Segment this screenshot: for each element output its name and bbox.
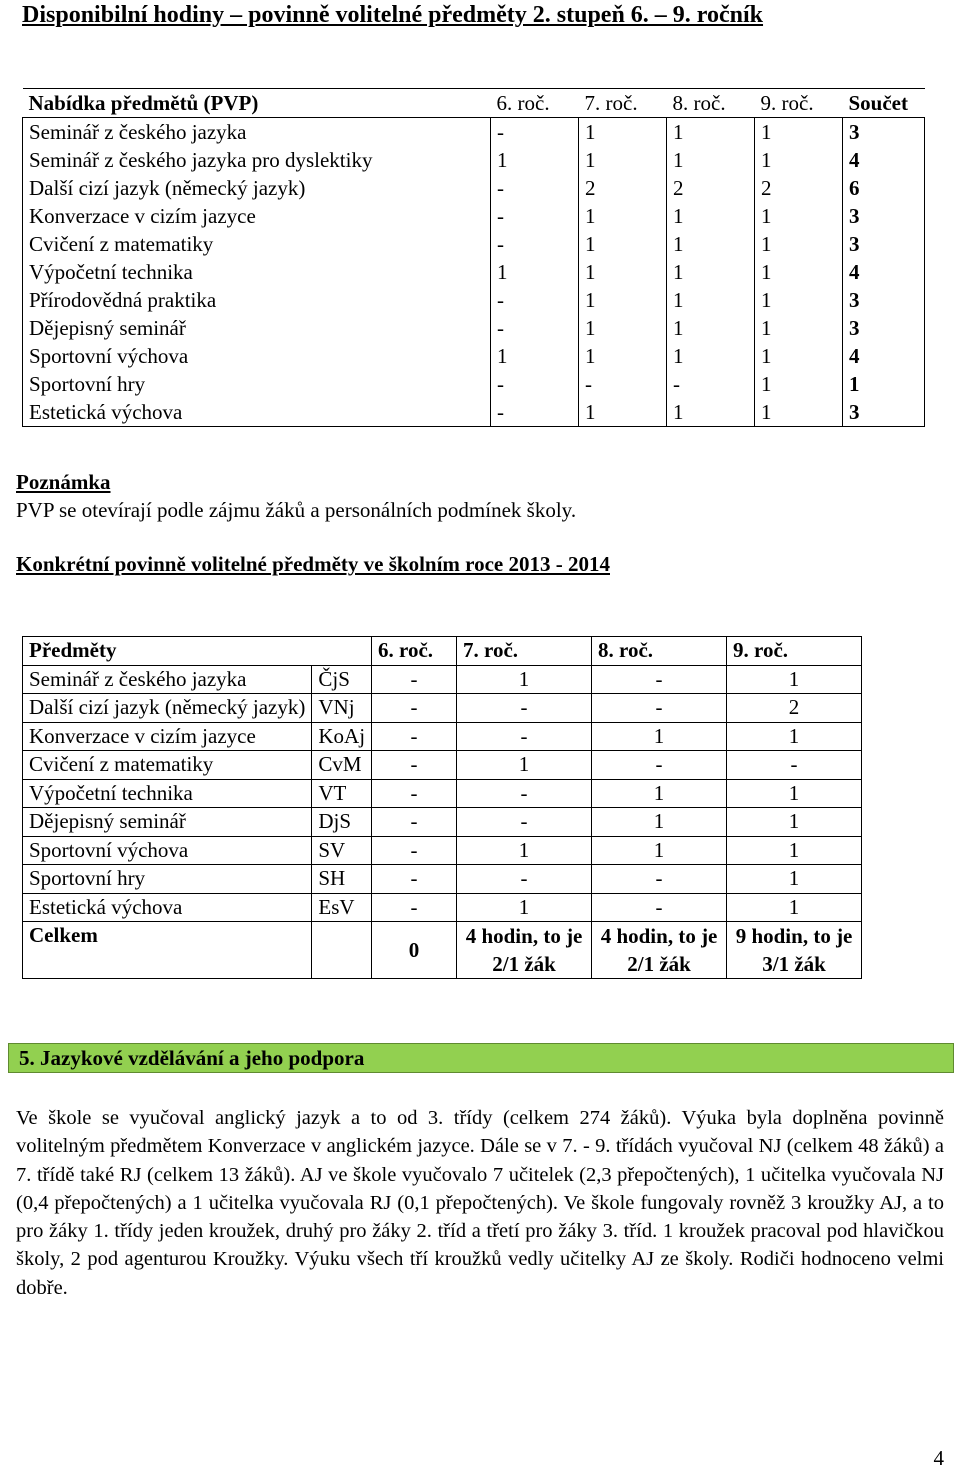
concrete-cell-7: - [457, 779, 592, 808]
offer-cell-8: 1 [667, 118, 755, 147]
concrete-cell-abbr: DjS [312, 808, 372, 837]
offer-table-row [23, 314, 925, 342]
section-title: 5. Jazykové vzdělávání a jeho podpora [19, 1046, 365, 1070]
offer-cell-7: 1 [579, 118, 667, 147]
offer-cell-7: 1 [579, 258, 667, 286]
offer-table-row [23, 202, 925, 230]
concrete-cell-6: - [372, 808, 457, 837]
offer-cell-name: Sportovní výchova [23, 342, 491, 370]
offer-cell-7: 1 [579, 230, 667, 258]
offer-cell-8: 1 [667, 286, 755, 314]
offer-cell-8: 1 [667, 342, 755, 370]
concrete-table [22, 636, 862, 979]
offer-cell-sum: 3 [843, 314, 925, 342]
offer-cell-sum: 1 [843, 370, 925, 398]
offer-cell-8: 1 [667, 258, 755, 286]
concrete-cell-6: - [372, 665, 457, 694]
offer-header-7: 7. roč. [579, 89, 667, 118]
concrete-cell-abbr: KoAj [312, 722, 372, 751]
offer-cell-sum: 4 [843, 258, 925, 286]
offer-cell-name: Seminář z českého jazyka [23, 118, 491, 147]
concrete-table-row [23, 893, 862, 922]
concrete-cell-name: Cvičení z matematiky [23, 751, 312, 780]
offer-cell-name: Seminář z českého jazyka pro dyslektiky [23, 146, 491, 174]
offer-cell-sum: 3 [843, 230, 925, 258]
offer-cell-7: 1 [579, 314, 667, 342]
offer-cell-7: 1 [579, 398, 667, 427]
concrete-header-title: Předměty [23, 637, 372, 666]
page-heading: Disponibilní hodiny – povinně volitelné předměty 2. stupeň 6. – 9. ročník [22, 2, 764, 28]
concrete-cell-abbr: SV [312, 836, 372, 865]
offer-table-row [23, 230, 925, 258]
offer-cell-name: Přírodovědná praktika [23, 286, 491, 314]
offer-cell-9: 1 [755, 314, 843, 342]
concrete-table-row [23, 694, 862, 723]
offer-table-row [23, 258, 925, 286]
concrete-cell-6: - [372, 779, 457, 808]
concrete-cell-name: Sportovní hry [23, 865, 312, 894]
offer-cell-6: - [491, 314, 579, 342]
concrete-cell-9: - [727, 751, 862, 780]
concrete-cell-8: 1 [592, 808, 727, 837]
offer-header-sum: Součet [843, 89, 925, 118]
concrete-table-header [23, 637, 862, 666]
offer-cell-sum: 3 [843, 118, 925, 147]
concrete-table-row [23, 722, 862, 751]
total-6: 0 [372, 922, 457, 979]
concrete-heading: Konkrétní povinně volitelné předměty ve školním roce 2013 - 2014 [16, 552, 610, 576]
offer-cell-6: 1 [491, 146, 579, 174]
offer-cell-6: 1 [491, 258, 579, 286]
offer-cell-name: Cvičení z matematiky [23, 230, 491, 258]
offer-header-8: 8. roč. [667, 89, 755, 118]
offer-cell-name: Další cizí jazyk (německý jazyk) [23, 174, 491, 202]
concrete-cell-6: - [372, 694, 457, 723]
offer-cell-7: 1 [579, 202, 667, 230]
offer-cell-name: Dějepisný seminář [23, 314, 491, 342]
offer-cell-9: 1 [755, 398, 843, 427]
concrete-table-row [23, 751, 862, 780]
concrete-cell-9: 2 [727, 694, 862, 723]
offer-cell-8: 1 [667, 146, 755, 174]
offer-cell-8: 2 [667, 174, 755, 202]
offer-cell-6: - [491, 202, 579, 230]
concrete-cell-name: Další cizí jazyk (německý jazyk) [23, 694, 312, 723]
concrete-cell-name: Seminář z českého jazyka [23, 665, 312, 694]
concrete-cell-abbr: ČjS [312, 665, 372, 694]
offer-table-row [23, 370, 925, 398]
offer-header-9: 9. roč. [755, 89, 843, 118]
concrete-header-7: 7. roč. [457, 637, 592, 666]
concrete-cell-8: - [592, 865, 727, 894]
offer-table-row [23, 174, 925, 202]
concrete-cell-7: - [457, 694, 592, 723]
concrete-cell-6: - [372, 722, 457, 751]
offer-cell-sum: 3 [843, 286, 925, 314]
note-text: PVP se otevírají podle zájmu žáků a personálních podmínek školy. [16, 498, 577, 522]
concrete-cell-name: Konverzace v cizím jazyce [23, 722, 312, 751]
concrete-cell-7: - [457, 722, 592, 751]
concrete-cell-name: Dějepisný seminář [23, 808, 312, 837]
offer-cell-7: 1 [579, 342, 667, 370]
offer-cell-7: 1 [579, 146, 667, 174]
concrete-cell-7: 1 [457, 751, 592, 780]
concrete-cell-9: 1 [727, 836, 862, 865]
concrete-cell-abbr: VT [312, 779, 372, 808]
offer-header-title: Nabídka předmětů (PVP) [23, 89, 491, 118]
offer-cell-name: Sportovní hry [23, 370, 491, 398]
concrete-cell-name: Estetická výchova [23, 893, 312, 922]
offer-table-header [23, 89, 925, 118]
offer-cell-6: - [491, 286, 579, 314]
offer-table-row [23, 398, 925, 427]
offer-cell-sum: 4 [843, 342, 925, 370]
concrete-cell-6: - [372, 865, 457, 894]
offer-cell-8: 1 [667, 230, 755, 258]
concrete-cell-abbr: EsV [312, 893, 372, 922]
total-8: 4 hodin, to je 2/1 žák [592, 922, 727, 979]
offer-cell-9: 1 [755, 202, 843, 230]
concrete-cell-name: Výpočetní technika [23, 779, 312, 808]
total-empty [312, 922, 372, 979]
offer-cell-6: - [491, 174, 579, 202]
concrete-table-row [23, 779, 862, 808]
concrete-cell-8: - [592, 751, 727, 780]
concrete-cell-6: - [372, 893, 457, 922]
offer-cell-6: - [491, 370, 579, 398]
concrete-cell-abbr: SH [312, 865, 372, 894]
concrete-header-9: 9. roč. [727, 637, 862, 666]
concrete-cell-abbr: VNj [312, 694, 372, 723]
total-9: 9 hodin, to je 3/1 žák [727, 922, 862, 979]
concrete-cell-9: 1 [727, 722, 862, 751]
offer-cell-6: - [491, 398, 579, 427]
offer-table-row [23, 286, 925, 314]
offer-header-6: 6. roč. [491, 89, 579, 118]
note-title: Poznámka [16, 470, 111, 494]
page-number: 4 [933, 1446, 944, 1470]
offer-cell-9: 1 [755, 286, 843, 314]
offer-cell-name: Estetická výchova [23, 398, 491, 427]
offer-cell-8: 1 [667, 202, 755, 230]
concrete-cell-8: 1 [592, 779, 727, 808]
total-7: 4 hodin, to je 2/1 žák [457, 922, 592, 979]
offer-cell-sum: 4 [843, 146, 925, 174]
offer-cell-name: Výpočetní technika [23, 258, 491, 286]
offer-cell-6: 1 [491, 342, 579, 370]
concrete-cell-9: 1 [727, 808, 862, 837]
concrete-cell-9: 1 [727, 865, 862, 894]
offer-cell-8: 1 [667, 314, 755, 342]
offer-cell-9: 1 [755, 230, 843, 258]
offer-cell-6: - [491, 118, 579, 147]
concrete-cell-8: - [592, 893, 727, 922]
concrete-header-6: 6. roč. [372, 637, 457, 666]
offer-cell-sum: 3 [843, 398, 925, 427]
concrete-cell-7: 1 [457, 893, 592, 922]
offer-cell-9: 1 [755, 146, 843, 174]
concrete-cell-8: 1 [592, 722, 727, 751]
offer-cell-9: 1 [755, 258, 843, 286]
offer-cell-sum: 3 [843, 202, 925, 230]
concrete-cell-9: 1 [727, 779, 862, 808]
offer-cell-name: Konverzace v cizím jazyce [23, 202, 491, 230]
concrete-cell-6: - [372, 751, 457, 780]
total-label: Celkem [23, 922, 312, 979]
offer-cell-7: 2 [579, 174, 667, 202]
offer-cell-8: 1 [667, 398, 755, 427]
concrete-cell-8: - [592, 694, 727, 723]
offer-cell-sum: 6 [843, 174, 925, 202]
offer-table-row [23, 342, 925, 370]
concrete-cell-7: 1 [457, 665, 592, 694]
section-body-text: Ve škole se vyučoval anglický jazyk a to od 3. třídy (celkem 274 žáků). Výuka byla doplněna povinně volitelným předmětem Konverzace v anglickém jazyce. Dále se v 7. - 9. třídách vyučoval NJ (celkem 48 žáků) a 7. třídě také RJ (celkem 13 žáků). AJ ve škole vyučovalo 7 učitelek (2,3 přepočtených), 1 učitelka vyučovala NJ (0,4 přepočtených) a 1 učitelka vyučovala RJ (0,1 přepočtených). Ve škole fungovaly rovněž 3 kroužky AJ, a to pro žáky 1. třídy jeden kroužek, druhý pro žáky 2. tříd a třetí pro žáky 3. tříd. 1 kroužek pracoval pod hlavičkou školy, 2 pod agenturou Kroužky. Výuku všech tří kroužků vedly učitelky AJ ze školy. Rodiči hodnoceno velmi dobře. [16, 1107, 944, 1299]
concrete-cell-name: Sportovní výchova [23, 836, 312, 865]
concrete-cell-7: 1 [457, 836, 592, 865]
concrete-table-row [23, 665, 862, 694]
concrete-table-row [23, 808, 862, 837]
concrete-header-8: 8. roč. [592, 637, 727, 666]
offer-table-row [23, 146, 925, 174]
offer-cell-7: - [579, 370, 667, 398]
section-bar [8, 1043, 954, 1073]
concrete-cell-8: - [592, 665, 727, 694]
concrete-cell-7: - [457, 808, 592, 837]
concrete-cell-6: - [372, 836, 457, 865]
offer-cell-9: 1 [755, 118, 843, 147]
concrete-cell-9: 1 [727, 665, 862, 694]
offer-table [22, 88, 925, 427]
concrete-cell-7: - [457, 865, 592, 894]
concrete-table-row [23, 865, 862, 894]
concrete-cell-8: 1 [592, 836, 727, 865]
concrete-table-row [23, 836, 862, 865]
offer-cell-9: 1 [755, 370, 843, 398]
concrete-total-row [23, 922, 862, 979]
concrete-cell-abbr: CvM [312, 751, 372, 780]
offer-cell-9: 2 [755, 174, 843, 202]
offer-cell-7: 1 [579, 286, 667, 314]
offer-table-row [23, 118, 925, 147]
offer-cell-8: - [667, 370, 755, 398]
offer-cell-9: 1 [755, 342, 843, 370]
concrete-cell-9: 1 [727, 893, 862, 922]
offer-cell-6: - [491, 230, 579, 258]
